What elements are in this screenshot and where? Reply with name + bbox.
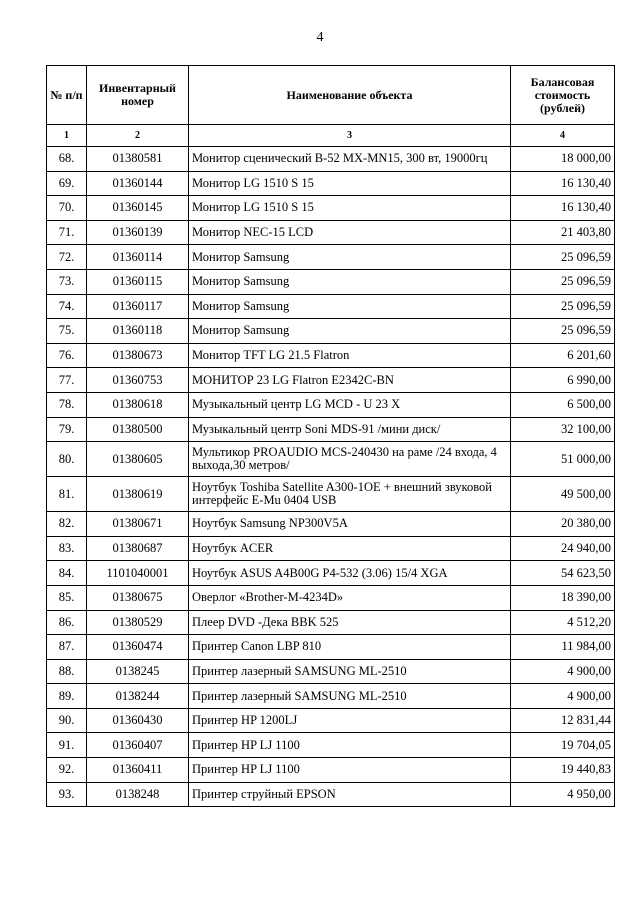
table-row [47, 610, 615, 635]
object-name: Мультикор PROAUDIO MCS-240430 на раме /24 входа, 4 выхода,30 метров/ [189, 442, 511, 477]
table-row [47, 147, 615, 172]
row-index: 83. [47, 536, 87, 561]
balance-cost: 18 000,00 [511, 147, 615, 172]
balance-cost: 4 512,20 [511, 610, 615, 635]
table-row [47, 319, 615, 344]
inventory-number: 01360145 [87, 196, 189, 221]
row-index: 78. [47, 392, 87, 417]
object-name: Принтер струйный EPSON [189, 782, 511, 807]
object-name: Принтер HP 1200LJ [189, 708, 511, 733]
column-number: 3 [189, 125, 511, 147]
row-index: 85. [47, 585, 87, 610]
object-name: Монитор Samsung [189, 294, 511, 319]
row-index: 86. [47, 610, 87, 635]
table-row [47, 536, 615, 561]
object-name: Ноутбук ASUS A4B00G P4-532 (3.06) 15/4 XGA [189, 561, 511, 586]
object-name: Монитор LG 1510 S 15 [189, 196, 511, 221]
table-body [47, 147, 615, 807]
object-name: Принтер Canon LBP 810 [189, 635, 511, 660]
row-index: 92. [47, 758, 87, 783]
balance-cost: 16 130,40 [511, 171, 615, 196]
inventory-number: 01360139 [87, 220, 189, 245]
inventory-number: 01380675 [87, 585, 189, 610]
object-name: Монитор Samsung [189, 245, 511, 270]
inventory-number: 01360753 [87, 368, 189, 393]
row-index: 72. [47, 245, 87, 270]
balance-cost: 19 440,83 [511, 758, 615, 783]
balance-cost: 25 096,59 [511, 319, 615, 344]
table-row [47, 708, 615, 733]
object-name: Монитор NEC-15 LCD [189, 220, 511, 245]
table-row [47, 758, 615, 783]
balance-cost: 21 403,80 [511, 220, 615, 245]
object-name: Ноутбук Samsung NP300V5A [189, 512, 511, 537]
row-index: 76. [47, 343, 87, 368]
table-row [47, 442, 615, 477]
header-inventory-number: Инвентарный номер [87, 66, 189, 125]
table-row [47, 343, 615, 368]
table-row [47, 512, 615, 537]
table-row [47, 561, 615, 586]
inventory-number: 01380581 [87, 147, 189, 172]
balance-cost: 20 380,00 [511, 512, 615, 537]
header-object-name: Наименование объекта [189, 66, 511, 125]
inventory-number: 01380619 [87, 477, 189, 512]
object-name: Принтер лазерный SAMSUNG ML-2510 [189, 659, 511, 684]
inventory-number: 01380687 [87, 536, 189, 561]
row-index: 68. [47, 147, 87, 172]
balance-cost: 54 623,50 [511, 561, 615, 586]
page-number: 4 [316, 30, 324, 45]
inventory-number: 01360117 [87, 294, 189, 319]
column-number-row [47, 125, 615, 147]
balance-cost: 32 100,00 [511, 417, 615, 442]
column-number: 2 [87, 125, 189, 147]
balance-cost: 4 950,00 [511, 782, 615, 807]
inventory-number: 01380605 [87, 442, 189, 477]
object-name: Монитор Samsung [189, 269, 511, 294]
table-row [47, 269, 615, 294]
object-name: Плеер DVD -Дека BBK 525 [189, 610, 511, 635]
inventory-table [46, 65, 615, 807]
balance-cost: 6 500,00 [511, 392, 615, 417]
balance-cost: 19 704,05 [511, 733, 615, 758]
balance-cost: 12 831,44 [511, 708, 615, 733]
table-row [47, 392, 615, 417]
table-row [47, 368, 615, 393]
row-index: 80. [47, 442, 87, 477]
object-name: Ноутбук Toshiba Satellite A300-1OE + внешний звуковой интерфейс E-Mu 0404 USB [189, 477, 511, 512]
object-name: Музыкальный центр LG MCD - U 23 X [189, 392, 511, 417]
inventory-number: 01380618 [87, 392, 189, 417]
row-index: 82. [47, 512, 87, 537]
table-row [47, 220, 615, 245]
row-index: 87. [47, 635, 87, 660]
row-index: 84. [47, 561, 87, 586]
balance-cost: 6 990,00 [511, 368, 615, 393]
inventory-number: 0138248 [87, 782, 189, 807]
inventory-number: 0138244 [87, 684, 189, 709]
table-row [47, 196, 615, 221]
balance-cost: 25 096,59 [511, 245, 615, 270]
header-index: № п/п [47, 66, 87, 125]
balance-cost: 25 096,59 [511, 294, 615, 319]
object-name: Ноутбук ACER [189, 536, 511, 561]
balance-cost: 49 500,00 [511, 477, 615, 512]
inventory-number: 01380671 [87, 512, 189, 537]
inventory-number: 01360474 [87, 635, 189, 660]
row-index: 73. [47, 269, 87, 294]
balance-cost: 4 900,00 [511, 659, 615, 684]
object-name: Музыкальный центр Soni MDS-91 /мини диск/ [189, 417, 511, 442]
object-name: МОНИТОР 23 LG Flatron E2342C-BN [189, 368, 511, 393]
row-index: 70. [47, 196, 87, 221]
balance-cost: 18 390,00 [511, 585, 615, 610]
header-balance-cost: Балансовая стоимость (рублей) [511, 66, 615, 125]
row-index: 90. [47, 708, 87, 733]
balance-cost: 25 096,59 [511, 269, 615, 294]
object-name: Оверлог «Brother-M-4234D» [189, 585, 511, 610]
row-index: 75. [47, 319, 87, 344]
table-row [47, 733, 615, 758]
balance-cost: 24 940,00 [511, 536, 615, 561]
object-name: Монитор TFT LG 21.5 Flatron [189, 343, 511, 368]
table-row [47, 585, 615, 610]
table-row [47, 417, 615, 442]
row-index: 79. [47, 417, 87, 442]
inventory-number: 0138245 [87, 659, 189, 684]
row-index: 93. [47, 782, 87, 807]
inventory-number: 1101040001 [87, 561, 189, 586]
balance-cost: 6 201,60 [511, 343, 615, 368]
inventory-number: 01360430 [87, 708, 189, 733]
header-row [47, 66, 615, 125]
row-index: 91. [47, 733, 87, 758]
object-name: Монитор Samsung [189, 319, 511, 344]
balance-cost: 11 984,00 [511, 635, 615, 660]
object-name: Монитор LG 1510 S 15 [189, 171, 511, 196]
row-index: 89. [47, 684, 87, 709]
object-name: Монитор сценический В-52 МХ-MN15, 300 вт, 19000гц [189, 147, 511, 172]
row-index: 71. [47, 220, 87, 245]
inventory-number: 01360115 [87, 269, 189, 294]
row-index: 77. [47, 368, 87, 393]
inventory-number: 01360114 [87, 245, 189, 270]
inventory-number: 01360118 [87, 319, 189, 344]
inventory-number: 01360407 [87, 733, 189, 758]
table-row [47, 294, 615, 319]
inventory-number: 01360411 [87, 758, 189, 783]
row-index: 69. [47, 171, 87, 196]
balance-cost: 51 000,00 [511, 442, 615, 477]
object-name: Принтер лазерный SAMSUNG ML-2510 [189, 684, 511, 709]
object-name: Принтер HP LJ 1100 [189, 758, 511, 783]
table-row [47, 782, 615, 807]
row-index: 81. [47, 477, 87, 512]
table-row [47, 245, 615, 270]
balance-cost: 16 130,40 [511, 196, 615, 221]
row-index: 88. [47, 659, 87, 684]
column-number: 1 [47, 125, 87, 147]
table-row [47, 171, 615, 196]
row-index: 74. [47, 294, 87, 319]
table-row [47, 659, 615, 684]
inventory-number: 01380529 [87, 610, 189, 635]
inventory-number: 01380673 [87, 343, 189, 368]
inventory-number: 01380500 [87, 417, 189, 442]
table-row [47, 684, 615, 709]
object-name: Принтер HP LJ 1100 [189, 733, 511, 758]
column-number: 4 [511, 125, 615, 147]
inventory-number: 01360144 [87, 171, 189, 196]
table-row [47, 477, 615, 512]
table-row [47, 635, 615, 660]
balance-cost: 4 900,00 [511, 684, 615, 709]
